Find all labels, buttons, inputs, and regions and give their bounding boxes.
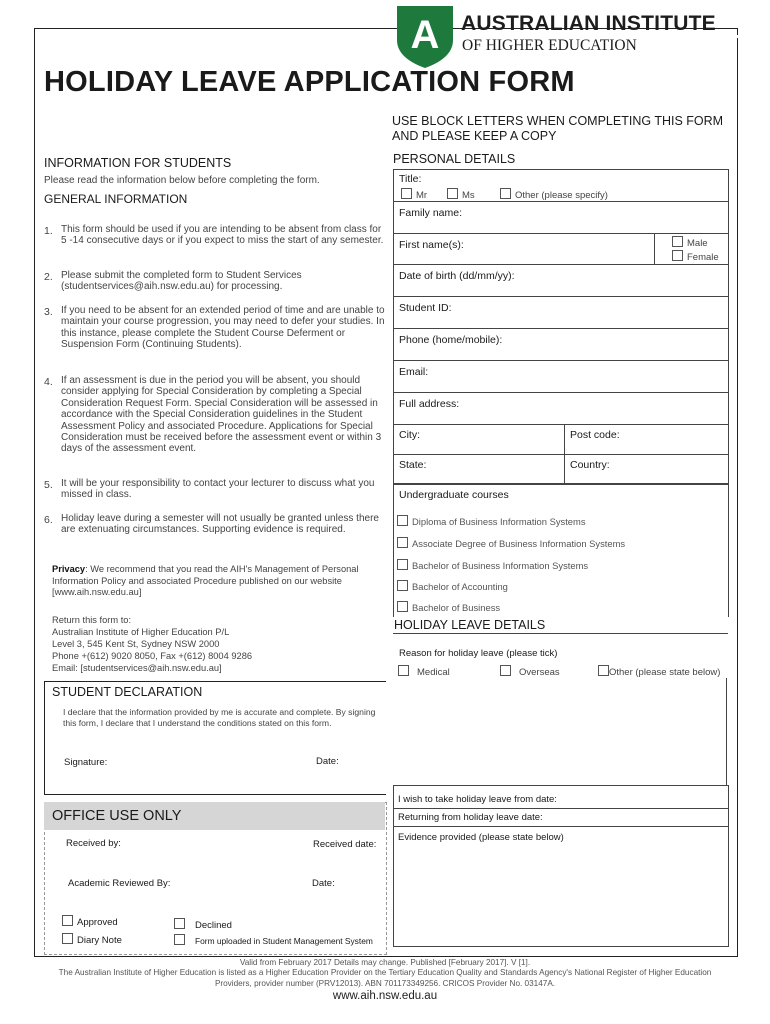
family-name-row[interactable] <box>394 202 728 234</box>
female-checkbox[interactable]: Female <box>672 250 719 263</box>
footer-website[interactable]: www.aih.nsw.edu.au <box>332 990 438 1002</box>
footer-provider-info: The Australian Institute of Higher Education is listed as a Higher Education Provider on the Tertiary Education Quality and Standards Agency's National Register of Higher Education Providers, provider number (PRV12013). ABN 701173349256. CRICOS Provider No. 03147A. <box>58 968 712 988</box>
course-business-checkbox[interactable]: Bachelor of Business <box>397 601 500 613</box>
city-row <box>394 425 728 455</box>
info-item-6: 6. Holiday leave during a semester will not usually be granted unless there are extenuating circumstances. Supporting evidence is required. <box>44 513 379 536</box>
holiday-right-border <box>726 678 727 786</box>
title-row <box>394 170 728 202</box>
declined-checkbox[interactable]: Declined <box>174 918 232 931</box>
logo-letter: A <box>410 13 440 57</box>
block-letters-note: USE BLOCK LETTERS WHEN COMPLETING THIS FORM AND PLEASE KEEP A COPY <box>392 114 724 143</box>
evidence-field[interactable]: Evidence provided (please state below) <box>398 832 564 843</box>
reason-other-checkbox[interactable]: Other (please state below) <box>598 665 720 678</box>
info-item-1: 1. This form should be used if you are intending to be absent from class for 5 -14 consecutive days or if you expect to miss the start of any semester. <box>44 224 384 247</box>
phone-label: Phone (home/mobile): <box>399 334 503 346</box>
form-uploaded-checkbox[interactable]: Form uploaded in Student Management System <box>174 934 373 946</box>
office-use-heading: OFFICE USE ONLY <box>52 808 182 824</box>
personal-details-grid <box>393 169 729 485</box>
declaration-text: I declare that the information provided by me is accurate and complete. By signing this form, I declare that I understand the conditions stated on this form. <box>63 707 376 728</box>
holiday-details-heading: HOLIDAY LEAVE DETAILS <box>394 618 546 632</box>
declaration-heading: STUDENT DECLARATION <box>52 685 203 699</box>
info-item-3: 3. If you need to be absent for an extended period of time and are unable to maintain your course progression, you may need to defer your studies. In this instance, please complete the Student Course Deferment or Suspension Form (Continuing Students). <box>44 305 385 351</box>
form-title: HOLIDAY LEAVE APPLICATION FORM <box>44 66 575 98</box>
general-info-heading: GENERAL INFORMATION <box>44 192 188 206</box>
course-diploma-bis-checkbox[interactable]: Diploma of Business Information Systems <box>397 515 586 527</box>
academic-date-field[interactable]: Date: <box>312 878 335 889</box>
diary-note-checkbox[interactable]: Diary Note <box>62 933 122 946</box>
courses-box <box>393 483 729 617</box>
state-field[interactable]: State: <box>399 459 427 471</box>
received-by-field[interactable]: Received by: <box>66 838 121 849</box>
info-item-2: 2. Please submit the completed form to Student Services (studentservices@aih.nsw.edu.au) for processing. <box>44 270 302 293</box>
title-ms-checkbox[interactable]: Ms <box>447 188 475 201</box>
title-other-checkbox[interactable]: Other (please specify) <box>500 188 608 201</box>
reason-label: Reason for holiday leave (please tick) <box>399 648 558 659</box>
post-code-field[interactable]: Post code: <box>570 429 620 441</box>
signature-field[interactable]: Signature: <box>64 757 108 768</box>
first-names-label: First name(s): <box>399 239 464 251</box>
approved-checkbox[interactable]: Approved <box>62 915 118 928</box>
course-associate-bis-checkbox[interactable]: Associate Degree of Business Information Systems <box>397 537 625 549</box>
student-id-row[interactable] <box>394 297 728 329</box>
email-row[interactable] <box>394 361 728 393</box>
reason-overseas-checkbox[interactable]: Overseas <box>500 665 560 678</box>
info-item-4: 4. If an assessment is due in the period you will be absent, you should consider applying for Special Consideration by completing a Special Consideration Request Form. Special Consideration will be assessed in accordance with the Special Consideration guidelines in the Student Assessment Policy and associated Procedure. Applications for Special Consideration must be received before the assessment event or within 3 days of the assessment event. <box>44 375 382 455</box>
male-checkbox[interactable]: Male <box>672 236 708 249</box>
course-accounting-checkbox[interactable]: Bachelor of Accounting <box>397 580 508 592</box>
phone-row[interactable] <box>394 329 728 361</box>
checkbox-icon[interactable] <box>174 934 185 945</box>
personal-details-heading: PERSONAL DETAILS <box>393 152 516 166</box>
title-mr-checkbox[interactable]: Mr <box>401 188 427 201</box>
country-field[interactable]: Country: <box>570 459 610 471</box>
gender-divider <box>654 234 655 264</box>
holiday-dates-box <box>393 785 729 947</box>
reason-medical-checkbox[interactable]: Medical <box>398 665 450 678</box>
institute-name-line2: OF HIGHER EDUCATION <box>462 37 637 54</box>
courses-heading: Undergraduate courses <box>399 489 509 501</box>
info-heading: INFORMATION FOR STUDENTS <box>44 156 232 170</box>
address-row[interactable] <box>394 393 728 425</box>
student-id-label: Student ID: <box>399 302 452 314</box>
institute-name-line1: AUSTRALIAN INSTITUTE <box>461 12 716 35</box>
aih-shield-logo <box>395 6 455 68</box>
address-label: Full address: <box>399 398 460 410</box>
city-field[interactable]: City: <box>399 429 420 441</box>
state-row <box>394 455 728 485</box>
first-names-row[interactable] <box>394 234 728 265</box>
info-intro: Please read the information below before completing the form. <box>44 175 320 186</box>
state-divider <box>564 455 565 484</box>
holiday-heading-rule <box>393 633 728 634</box>
declaration-date-field[interactable]: Date: <box>316 756 339 767</box>
privacy-note: Privacy: We recommend that you read the AIH's Management of Personal Information Policy and associated Procedure published on our website [www.aih.nsw.edu.au] <box>52 564 359 597</box>
checkbox-icon[interactable] <box>62 933 73 944</box>
checkbox-icon[interactable] <box>62 915 73 926</box>
title-label: Title: <box>399 173 422 185</box>
dob-row[interactable] <box>394 265 728 297</box>
returning-date-field[interactable]: Returning from holiday leave date: <box>398 812 543 823</box>
academic-reviewed-field[interactable]: Academic Reviewed By: <box>68 878 171 889</box>
received-date-field[interactable]: Received date: <box>313 839 377 850</box>
footer-validity: Valid from February 2017 Details may change. Published [February 2017]. V [1]. <box>239 958 531 967</box>
return-address: Return this form to: Australian Institute of Higher Education P/L Level 3, 545 Kent St, Sydney NSW 2000 Phone +(612) 9020 8050, Fax +(612) 8004 9286 Email: [studentservices@aih.nsw.edu.au] <box>52 615 253 673</box>
city-divider <box>564 425 565 454</box>
family-name-label: Family name: <box>399 207 463 219</box>
info-item-5: 5. It will be your responsibility to contact your lecturer to discuss what you missed in class. <box>44 478 375 501</box>
leave-from-date-field[interactable]: I wish to take holiday leave from date: <box>398 794 557 805</box>
course-bachelor-bis-checkbox[interactable]: Bachelor of Business Information Systems <box>397 559 588 571</box>
checkbox-icon[interactable] <box>174 918 185 929</box>
email-label: Email: <box>399 366 429 378</box>
dob-label: Date of birth (dd/mm/yy): <box>399 270 515 282</box>
